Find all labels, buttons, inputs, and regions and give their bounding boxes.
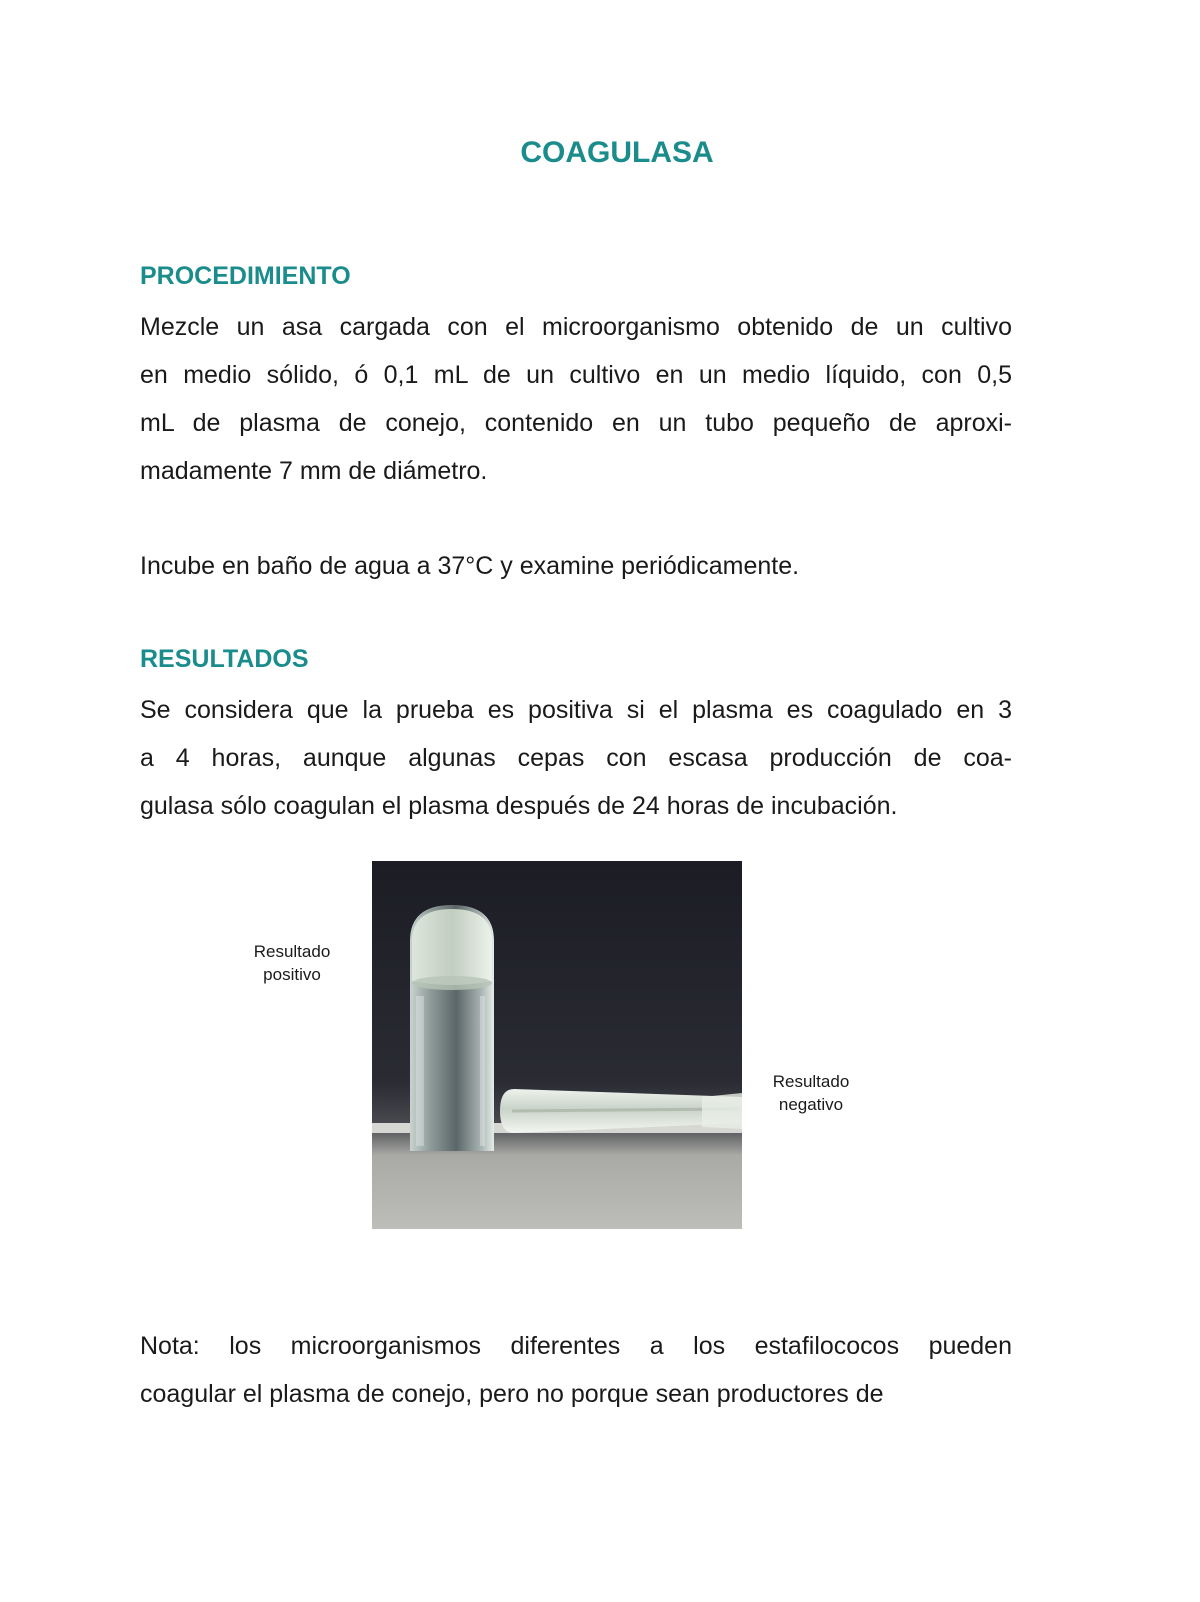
incubation-paragraph bbox=[140, 542, 1012, 590]
text-line: mL de plasma de conejo, contenido en un tubo pequeño de aproxi- bbox=[140, 409, 1012, 437]
text-line: gulasa sólo coagulan el plasma después de 24 horas de incubación. bbox=[140, 792, 898, 820]
text-line: Nota: los microorganismos diferentes a los estafilococos pueden bbox=[140, 1332, 1012, 1360]
procedimiento-paragraph bbox=[140, 303, 1012, 495]
coagulase-test-tubes-photo bbox=[372, 861, 742, 1229]
negative-result-caption bbox=[756, 1070, 866, 1116]
resultados-heading: RESULTADOS bbox=[140, 645, 309, 673]
nota-paragraph bbox=[140, 1322, 1012, 1418]
text-line: en medio sólido, ó 0,1 mL de un cultivo en un medio líquido, con 0,5 bbox=[140, 361, 1012, 389]
caption-line: negativo bbox=[778, 1095, 844, 1114]
procedimiento-heading: PROCEDIMIENTO bbox=[140, 262, 351, 290]
caption-line: Resultado bbox=[772, 1072, 850, 1091]
text-line: a 4 horas, aunque algunas cepas con escasa producción de coa- bbox=[140, 744, 1012, 772]
page-title: COAGULASA bbox=[520, 136, 714, 169]
positive-result-caption bbox=[237, 940, 347, 986]
caption-line: positivo bbox=[263, 965, 321, 984]
caption-line: Resultado bbox=[253, 942, 331, 961]
text-line: Mezcle un asa cargada con el microorganismo obtenido de un cultivo bbox=[140, 313, 1012, 341]
text-line: Se considera que la prueba es positiva si el plasma es coagulado en 3 bbox=[140, 696, 1012, 724]
resultados-paragraph bbox=[140, 686, 1012, 830]
text-line: madamente 7 mm de diámetro. bbox=[140, 457, 488, 485]
text-line: coagular el plasma de conejo, pero no porque sean productores de bbox=[140, 1380, 884, 1408]
text-line: Incube en baño de agua a 37°C y examine periódicamente. bbox=[140, 552, 800, 580]
